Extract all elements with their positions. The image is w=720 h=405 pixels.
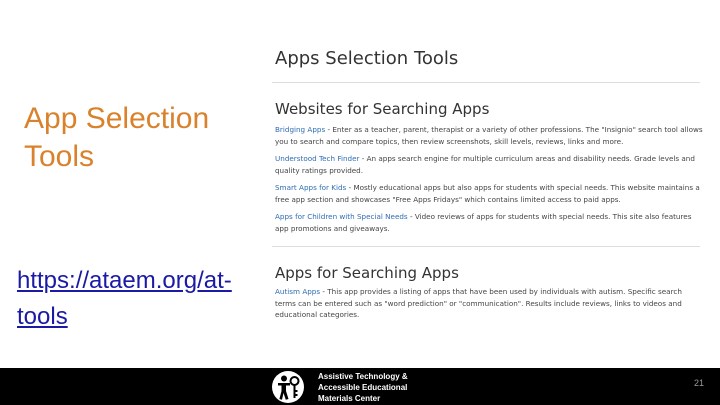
entry-description: - Mostly educational apps but also apps for students with special needs. This website maintains a free app section and showcases "Free Apps Fridays" which contains limited access to paid apps. [275, 183, 700, 204]
entry-link-bridging-apps[interactable]: Bridging Apps [275, 125, 326, 134]
org-name [318, 371, 408, 404]
entry-smart-apps-for-kids [275, 182, 703, 205]
org-name-line: Assistive Technology & [318, 372, 408, 381]
entry-autism-apps [275, 286, 703, 321]
page-number: 21 [693, 378, 704, 388]
entry-link-apps-for-children-special-needs[interactable]: Apps for Children with Special Needs [275, 212, 408, 221]
org-name-line: Accessible Educational [318, 383, 408, 392]
entry-bridging-apps [275, 124, 703, 147]
at-tools-link[interactable]: https://ataem.org/at-tools [17, 267, 232, 330]
section-title-apps: Apps for Searching Apps [275, 264, 459, 282]
entry-link-autism-apps[interactable]: Autism Apps [275, 287, 321, 296]
org-name-line: Materials Center [318, 394, 381, 403]
entry-understood-tech-finder [275, 153, 703, 176]
section-divider [272, 246, 700, 247]
entry-link-understood-tech-finder[interactable]: Understood Tech Finder [275, 154, 360, 163]
screenshot-heading: Apps Selection Tools [275, 48, 459, 69]
website-screenshot [268, 38, 708, 338]
entry-link-smart-apps-for-kids[interactable]: Smart Apps for Kids [275, 183, 347, 192]
section-title-websites: Websites for Searching Apps [275, 100, 490, 118]
heading-divider [272, 82, 700, 83]
entry-description: - Video reviews of apps for students with special needs. This site also features app promotions and giveaways. [275, 212, 692, 233]
person-key-icon [271, 370, 305, 404]
slide-title: App Selection Tools [24, 102, 210, 173]
entry-description: - An apps search engine for multiple curriculum areas and disability needs. Grade levels and quality ratings provided. [275, 154, 695, 175]
entry-apps-for-children-special-needs [275, 211, 703, 234]
entry-description: - This app provides a listing of apps that have been used by individuals with autism. Specific search terms can be entered such as "word prediction" or "communication". Results include reviews, links to videos and educational categories. [275, 287, 682, 320]
entry-description: - Enter as a teacher, parent, therapist or a variety of other professions. The "Insignio" search tool allows you to search and compare topics, then review screenshots, skill levels, reviews, links and more. [275, 125, 703, 146]
